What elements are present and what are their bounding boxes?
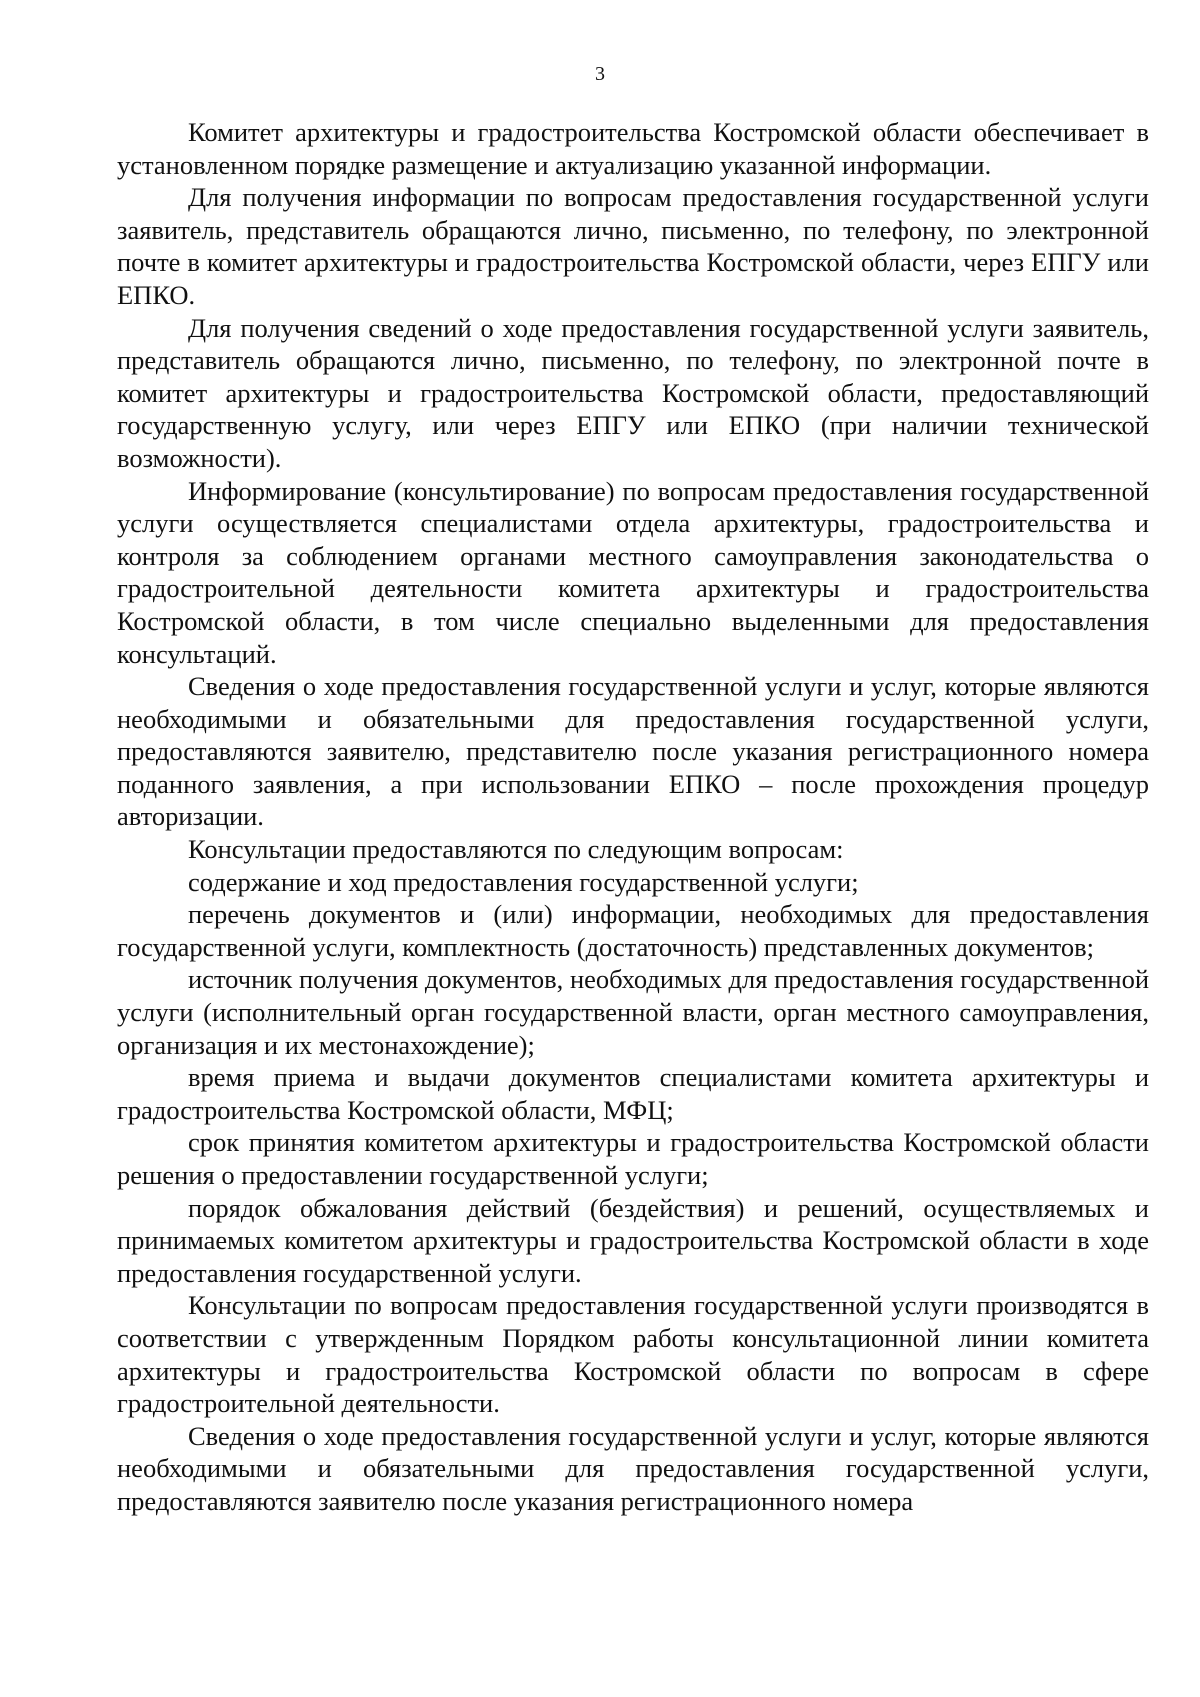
paragraph: Для получения сведений о ходе предоставления государственной услуги заявитель, представитель обращаются лично, письменно, по телефону, по электронной почте в комитет архитектуры и градостроительства Костромской области, предоставляющий государственную услугу, или через ЕПГУ или ЕПКО (при наличии технической возможности). [117,312,1149,473]
paragraph: Сведения о ходе предоставления государственной услуги и услуг, которые являются необходимыми и обязательными для предоставления государственной услуги, предоставляются заявителю после указания регистрационного номера [117,1420,1149,1516]
list-item: время приема и выдачи документов специалистами комитета архитектуры и градостроительства Костромской области, МФЦ; [117,1062,1149,1125]
list-item: перечень документов и (или) информации, необходимых для предоставления государственной услуги, комплектность (достаточность) представленных документов; [117,899,1149,962]
page-number: 3 [595,63,605,85]
list-item: срок принятия комитетом архитектуры и градостроительства Костромской области решения о предоставлении государственной услуги; [117,1127,1149,1190]
paragraph: Консультации по вопросам предоставления государственной услуги производятся в соответствии с утвержденным Порядком работы консультационной линии комитета архитектуры и градостроительства Костромской области по вопросам в сфере градостроительной деятельности. [117,1290,1149,1419]
list-item: источник получения документов, необходимых для предоставления государственной услуги (исполнительный орган государственной власти, орган местного самоуправления, организация и их местонахождение); [117,964,1149,1060]
paragraph: Для получения информации по вопросам предоставления государственной услуги заявитель, представитель обращаются лично, письменно, по телефону, по электронной почте в комитет архитектуры и градостроительства Костромской области, через ЕПГУ или ЕПКО. [117,182,1149,310]
paragraph: Сведения о ходе предоставления государственной услуги и услуг, которые являются необходимыми и обязательными для предоставления государственной услуги, предоставляются заявителю, представителю после указания регистрационного номера поданного заявления, а при использовании ЕПКО – после прохождения процедур авторизации. [117,671,1149,832]
paragraph: Информирование (консультирование) по вопросам предоставления государственной услуги осуществляется специалистами отдела архитектуры, градостроительства и контроля за соблюдением органами местного самоуправления законодательства о градостроительной деятельности комитета архитектуры и градостроительства Костромской области, в том числе специально выделенными для предоставления консультаций. [117,475,1149,669]
list-item: содержание и ход предоставления государственной услуги; [188,866,859,897]
paragraph: Комитет архитектуры и градостроительства Костромской области обеспечивает в установленном порядке размещение и актуализацию указанной информации. [117,117,1149,180]
document-body [117,116,1149,1518]
paragraph: Консультации предоставляются по следующим вопросам: [188,834,844,865]
list-item: порядок обжалования действий (бездействия) и решений, осуществляемых и принимаемых комитетом архитектуры и градостроительства Костромской области в ходе предоставления государственной услуги. [117,1192,1149,1288]
